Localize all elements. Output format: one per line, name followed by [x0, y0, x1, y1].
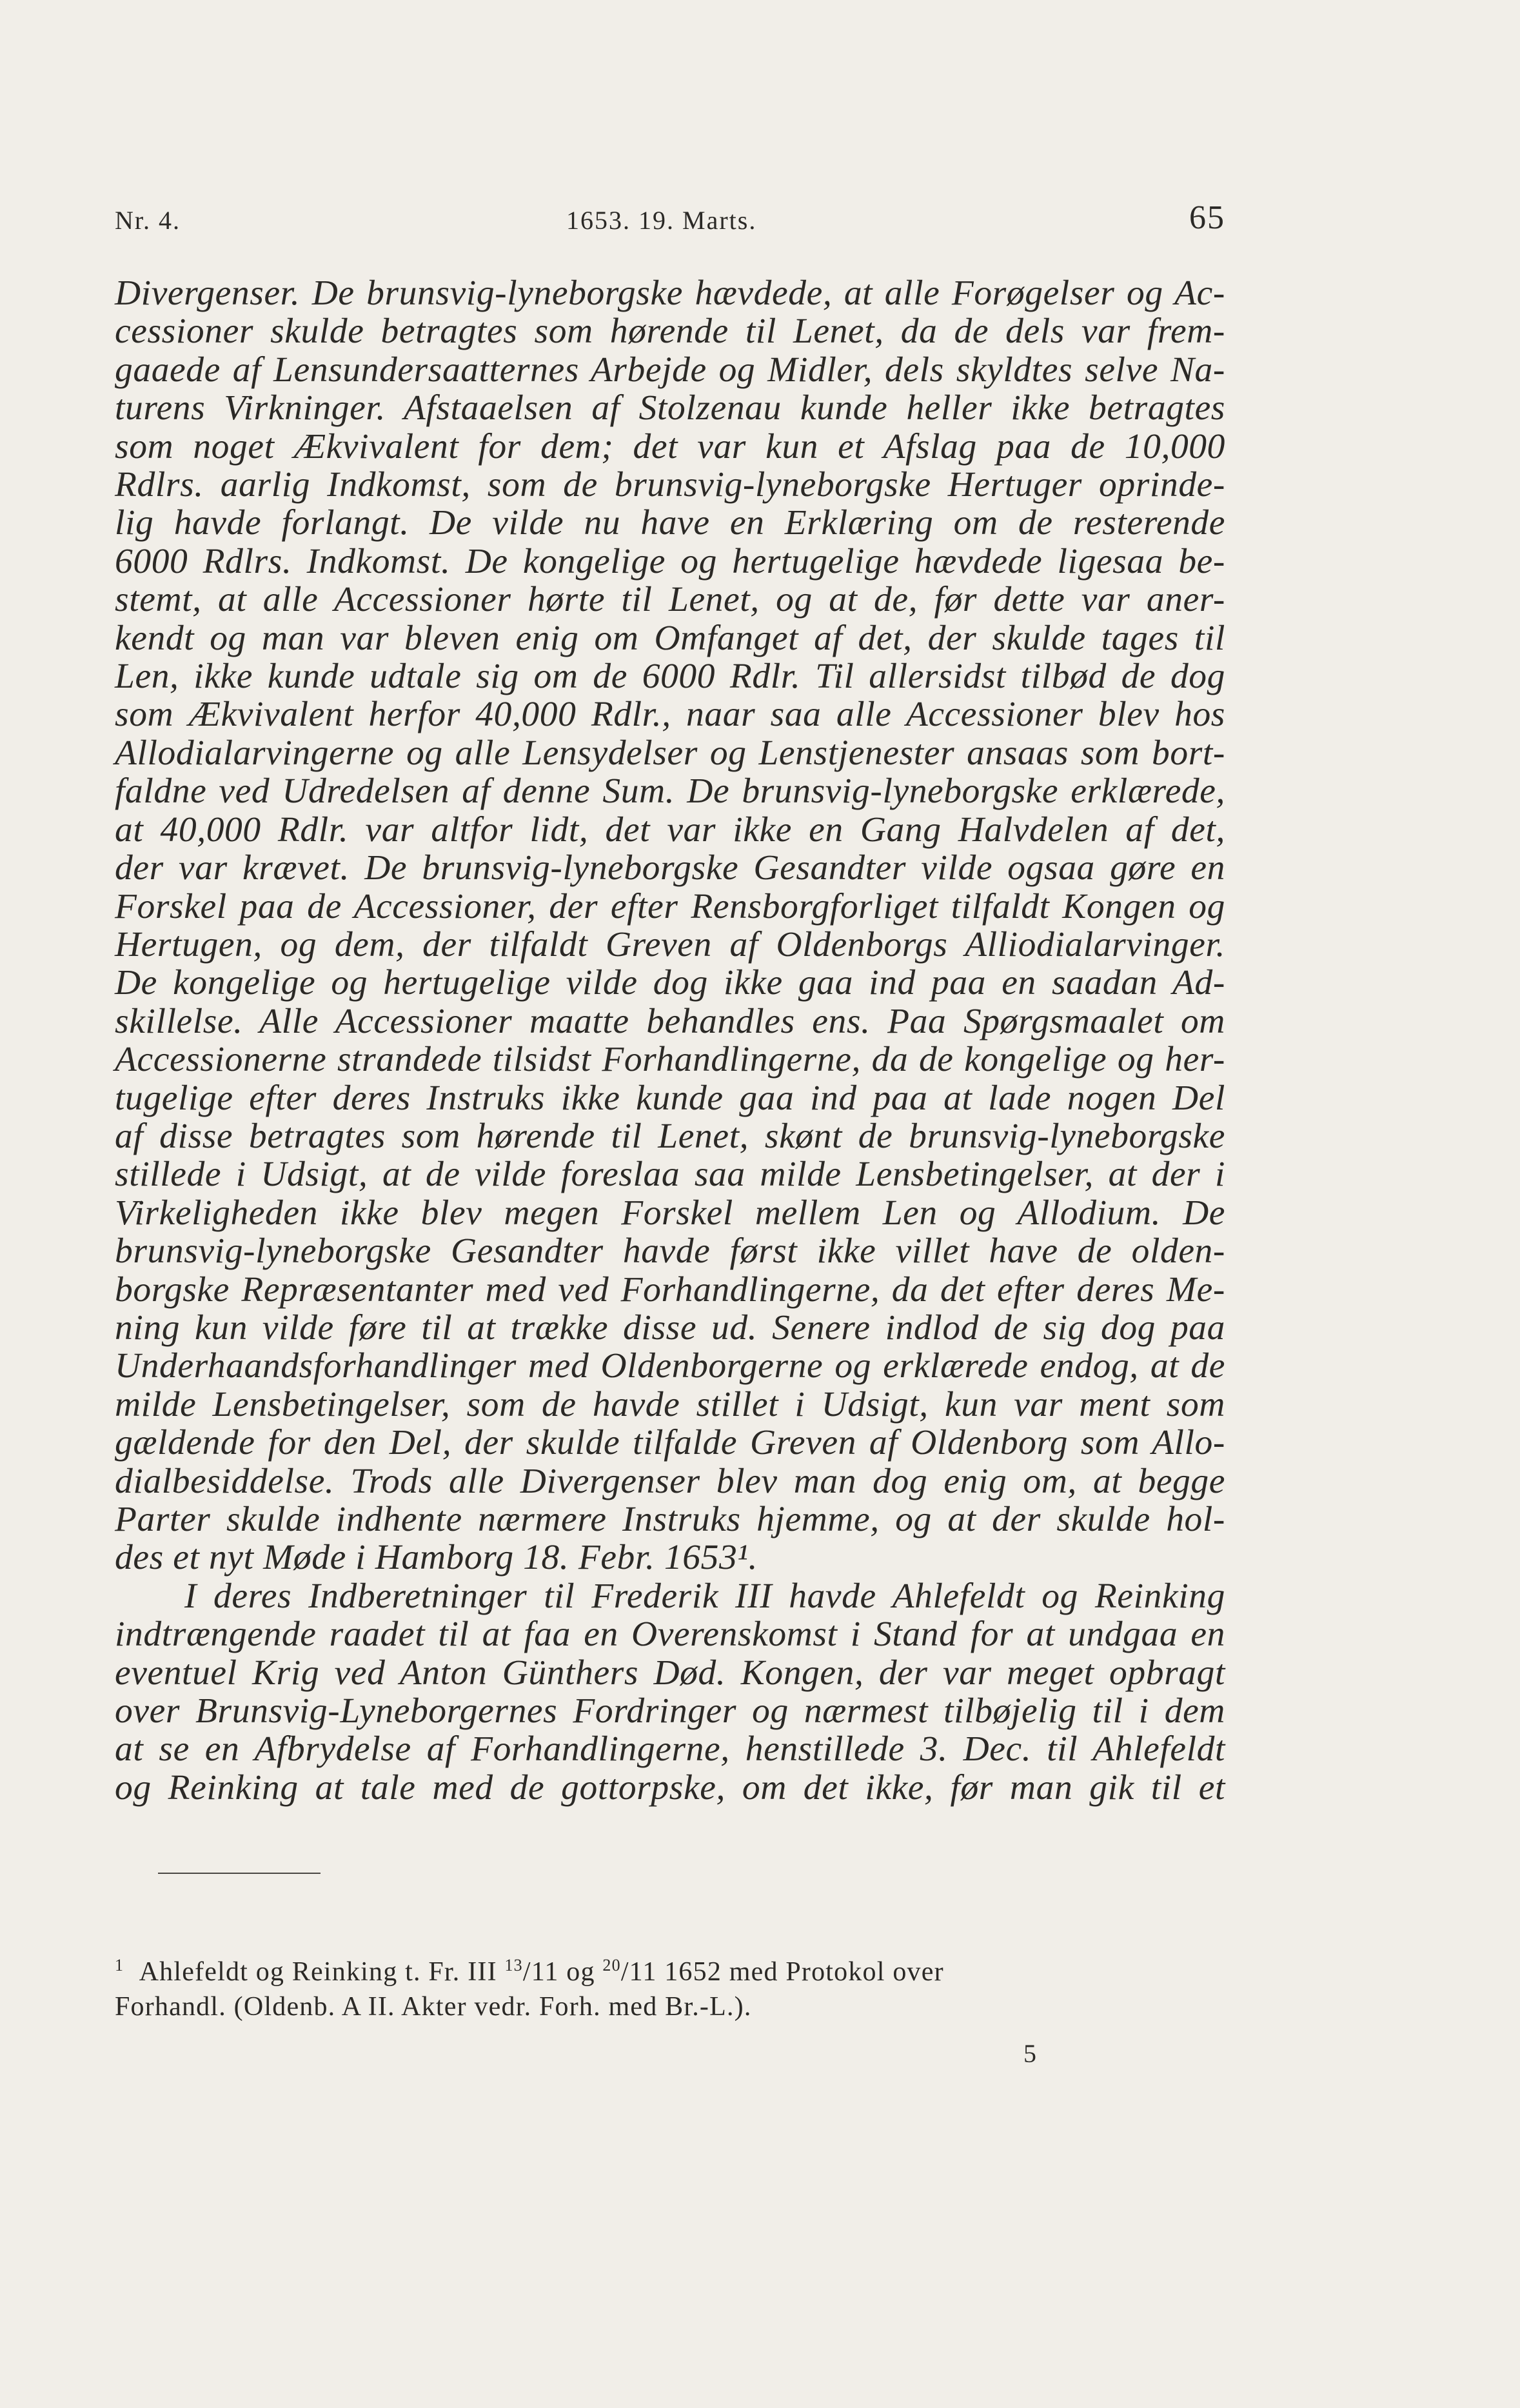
volume-number: Nr. 4. — [115, 206, 181, 235]
footnote-text: og — [558, 1957, 603, 1987]
text-line: milde Lensbetingelser, som de havde stillet i Udsigt, kun var ment som — [115, 1384, 1225, 1424]
page-number: 65 — [1189, 199, 1225, 236]
footnote-line-1 — [115, 1948, 1205, 1989]
footnote-marker: 1 — [115, 1956, 124, 1975]
text-line: gaaede af Lensundersaatternes Arbejde og Midler, dels skyldtes selve Na- — [115, 350, 1225, 390]
text-line: Rdlrs. aarlig Indkomst, som de brunsvig-lyneborgske Hertuger oprinde- — [115, 465, 1225, 505]
text-line: brunsvig-lyneborgske Gesandter havde først ikke villet have de olden- — [115, 1231, 1225, 1271]
text-line: kendt og man var bleven enig om Omfanget af det, der skulde tages til — [115, 618, 1225, 658]
text-line: og Reinking at tale med de gottorpske, om det ikke, før man gik til et — [115, 1767, 1225, 1807]
text-line: som noget Ækvivalent for dem; det var kun et Afslag paa de 10,000 — [115, 426, 1225, 466]
date-heading: 1653. 19. Marts. — [566, 206, 757, 235]
text-line: stillede i Udsigt, at de vilde foreslaa saa milde Lensbetingelser, at der i — [115, 1155, 1225, 1195]
text-line: lig havde forlangt. De vilde nu have en Erklæring om de resterende — [115, 503, 1225, 543]
footnote-text: Ahlefeldt og Reinking t. Fr. III — [139, 1957, 505, 1987]
text-line: Forskel paa de Accessioner, der efter Rensborgforliget tilfaldt Kongen og — [115, 886, 1225, 926]
text-line: over Brunsvig-Lyneborgernes Fordringer og nærmest tilbøjelig til i dem — [115, 1691, 1225, 1731]
text-line: Accessionerne strandede tilsidst Forhandlingerne, da de kongelige og her- — [115, 1040, 1225, 1080]
footnote — [115, 1948, 1205, 2024]
text-line: cessioner skulde betragtes som hørende til Lenet, da de dels var frem- — [115, 312, 1225, 352]
text-line: der var krævet. De brunsvig-lyneborgske Gesandter vilde ogsaa gøre en — [115, 848, 1225, 888]
running-header — [115, 199, 1225, 244]
text-line: at se en Afbrydelse af Forhandlingerne, henstillede 3. Dec. til Ahlefeldt — [115, 1729, 1225, 1769]
text-line: faldne ved Udredelsen af denne Sum. De brunsvig-lyneborgske erklærede, — [115, 771, 1225, 811]
text-line: tugelige efter deres Instruks ikke kunde gaa ind paa at lade nogen Del — [115, 1078, 1225, 1118]
text-line: Len, ikke kunde udtale sig om de 6000 Rdlr. Til allersidst tilbød de dog — [115, 657, 1225, 697]
text-line: turens Virkninger. Afstaaelsen af Stolzenau kunde heller ikke betragtes — [115, 388, 1225, 428]
text-line: I deres Indberetninger til Frederik III havde Ahlefeldt og Reinking — [184, 1576, 1225, 1616]
signature-mark: 5 — [1023, 2039, 1036, 2068]
fraction-denominator: /11 — [620, 1957, 657, 1987]
text-line: ning kun vilde føre til at trække disse ud. Senere indlod de sig dog paa — [115, 1308, 1225, 1348]
footnote-line-2: Forhandl. (Oldenb. A II. Akter vedr. Forh. med Br.-L.). — [115, 1992, 752, 2022]
text-line: Divergenser. De brunsvig-lyneborgske hævdede, at alle Forøgelser og Ac- — [115, 274, 1225, 313]
main-text — [115, 274, 1225, 1807]
text-line: Allodialarvingerne og alle Lensydelser og Lenstjenester ansaas som bort- — [115, 733, 1225, 773]
text-line: des et nyt Møde i Hamborg 18. Febr. 1653¹. — [115, 1538, 758, 1578]
text-line: Virkeligheden ikke blev megen Forskel mellem Len og Allodium. De — [115, 1193, 1225, 1233]
text-line: borgske Repræsentanter med ved Forhandlingerne, da det efter deres Me- — [115, 1269, 1225, 1309]
text-line: stemt, at alle Accessioner hørte til Lenet, og at de, før dette var aner- — [115, 580, 1225, 620]
text-line: dialbesiddelse. Trods alle Divergenser blev man dog enig om, at begge — [115, 1461, 1225, 1501]
fraction-numerator: 20 — [602, 1956, 621, 1975]
fraction-numerator: 13 — [504, 1956, 523, 1975]
footnote-text: 1652 med Protokol over — [656, 1957, 944, 1987]
text-line: gældende for den Del, der skulde tilfalde Greven af Oldenborg som Allo- — [115, 1423, 1225, 1463]
text-line: skillelse. Alle Accessioner maatte behandles ens. Paa Spørgsmaalet om — [115, 1001, 1225, 1041]
text-line: Parter skulde indhente nærmere Instruks hjemme, og at der skulde hol- — [115, 1500, 1225, 1539]
text-line: at 40,000 Rdlr. var altfor lidt, det var ikke en Gang Halvdelen af det, — [115, 810, 1225, 850]
text-line: eventuel Krig ved Anton Günthers Død. Kongen, der var meget opbragt — [115, 1653, 1225, 1693]
footnote-divider — [158, 1873, 321, 1874]
text-line: af disse betragtes som hørende til Lenet, skønt de brunsvig-lyneborgske — [115, 1116, 1225, 1156]
text-line: Hertugen, og dem, der tilfaldt Greven af Oldenborgs Alliodialarvinger. — [115, 924, 1225, 964]
text-line: Underhaandsforhandlinger med Oldenborgerne og erklærede endog, at de — [115, 1346, 1225, 1386]
text-line: De kongelige og hertugelige vilde dog ikke gaa ind paa en saadan Ad- — [115, 963, 1225, 1003]
text-line: som Ækvivalent herfor 40,000 Rdlr., naar saa alle Accessioner blev hos — [115, 695, 1225, 735]
text-line: indtrængende raadet til at faa en Overenskomst i Stand for at undgaa en — [115, 1615, 1225, 1655]
text-line: 6000 Rdlrs. Indkomst. De kongelige og hertugelige hævdede ligesaa be- — [115, 541, 1225, 581]
fraction-denominator: /11 — [522, 1957, 559, 1987]
